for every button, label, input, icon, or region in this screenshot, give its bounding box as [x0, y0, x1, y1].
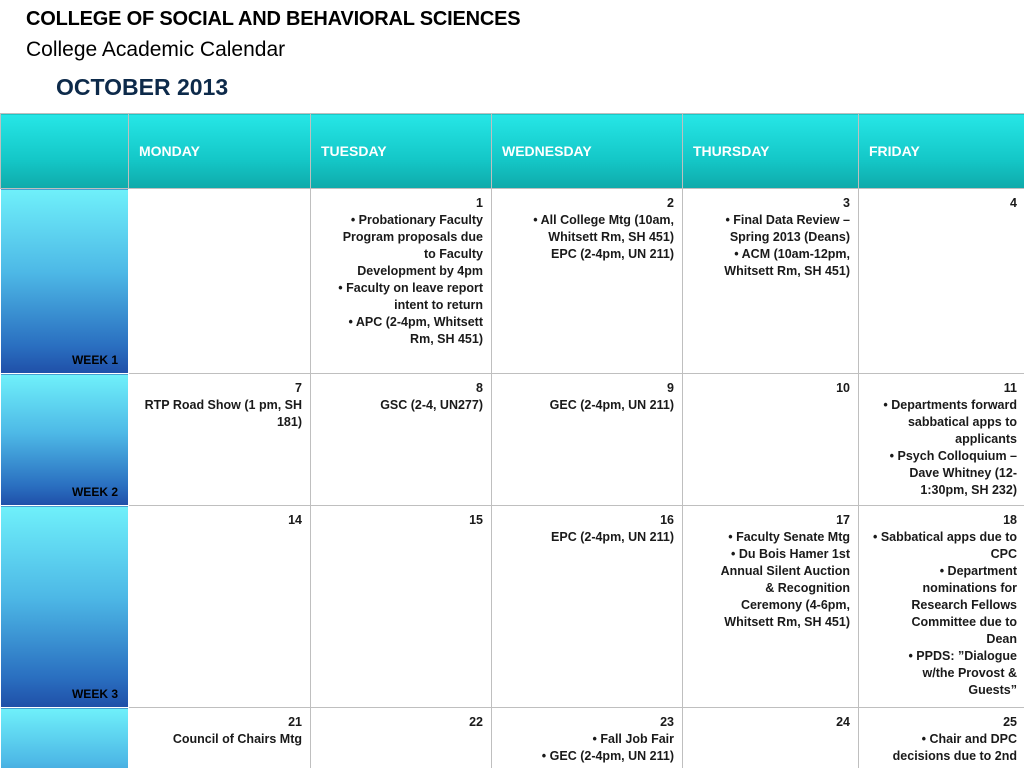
event-text: CPC — [990, 547, 1017, 561]
week-row — [1, 189, 1024, 374]
day-cell-tuesday — [311, 506, 492, 708]
event-text: • Final Data Review – — [725, 213, 850, 227]
week-row — [1, 506, 1024, 708]
header-monday: MONDAY — [129, 114, 311, 189]
header-friday: FRIDAY — [859, 114, 1024, 189]
day-number: 10 — [836, 381, 850, 395]
month-title: OCTOBER 2013 — [56, 74, 229, 100]
event-text: • Faculty on leave report — [338, 281, 483, 295]
day-number: 1 — [476, 196, 483, 210]
event-text: w/the Provost & — [922, 666, 1017, 680]
day-cell-monday — [129, 708, 311, 768]
day-cell-monday — [129, 374, 311, 506]
day-cell-thursday — [683, 374, 859, 506]
event-text: Dean — [986, 632, 1017, 646]
day-number: 23 — [660, 715, 674, 729]
event-text: • ACM (10am-12pm, — [734, 247, 850, 261]
header-tuesday: TUESDAY — [311, 114, 492, 189]
event-text: • Fall Job Fair — [592, 732, 674, 746]
event-text: • All College Mtg (10am, — [533, 213, 674, 227]
event-text: 1:30pm, SH 232) — [920, 483, 1017, 497]
day-number: 9 — [667, 381, 674, 395]
day-number: 17 — [836, 513, 850, 527]
event-text: • Chair and DPC — [921, 732, 1017, 746]
day-number: 16 — [660, 513, 674, 527]
day-cell-tuesday — [311, 708, 492, 768]
week-label-cell — [1, 189, 129, 374]
event-text: Research Fellows — [911, 598, 1017, 612]
day-cell-wednesday — [492, 708, 683, 768]
day-cell-wednesday — [492, 506, 683, 708]
day-cell-friday — [859, 189, 1024, 374]
event-text: Dave Whitney (12- — [909, 466, 1017, 480]
event-text: nominations for — [922, 581, 1017, 595]
event-text: sabbatical apps to — [907, 415, 1017, 429]
calendar-subtitle: College Academic Calendar — [26, 38, 286, 61]
event-text: • APC (2-4pm, Whitsett — [348, 315, 483, 329]
event-text: Spring 2013 (Deans) — [729, 230, 850, 244]
event-text: GSC (2-4, UN277) — [380, 398, 483, 412]
event-text: • Du Bois Hamer 1st — [731, 547, 850, 561]
week-label-cell — [1, 708, 129, 768]
college-title: COLLEGE OF SOCIAL AND BEHAVIORAL SCIENCES — [26, 8, 521, 30]
day-cell-wednesday — [492, 374, 683, 506]
day-cell-friday — [859, 708, 1024, 768]
event-text: • PPDS: ”Dialogue — [908, 649, 1017, 663]
day-cell-friday — [859, 506, 1024, 708]
event-text: Council of Chairs Mtg — [172, 732, 302, 746]
day-number: 25 — [1003, 715, 1017, 729]
day-number: 24 — [836, 715, 850, 729]
header-row — [1, 114, 1024, 189]
event-text: Committee due to — [911, 615, 1017, 629]
event-text: • Departments forward — [883, 398, 1017, 412]
day-number: 14 — [288, 513, 302, 527]
day-number: 18 — [1003, 513, 1017, 527]
event-text: intent to return — [394, 298, 483, 312]
event-text: Guests” — [968, 683, 1017, 697]
day-number: 21 — [288, 715, 302, 729]
event-text: GEC (2-4pm, UN 211) — [549, 398, 674, 412]
day-cell-thursday — [683, 708, 859, 768]
day-cell-thursday — [683, 189, 859, 374]
event-text: Development by 4pm — [357, 264, 483, 278]
day-number: 3 — [843, 196, 850, 210]
day-number: 22 — [469, 715, 483, 729]
event-text: Whitsett Rm, SH 451) — [724, 615, 850, 629]
event-text: • Probationary Faculty — [350, 213, 483, 227]
header-corner — [1, 114, 129, 189]
calendar-table — [0, 113, 1024, 768]
day-number: 15 — [469, 513, 483, 527]
day-cell-monday — [129, 189, 311, 374]
week-label-cell — [1, 374, 129, 506]
event-text: Annual Silent Auction — [720, 564, 850, 578]
event-text: • Sabbatical apps due to — [873, 530, 1017, 544]
event-text: • Psych Colloquium – — [889, 449, 1017, 463]
header-wednesday: WEDNESDAY — [492, 114, 683, 189]
day-cell-thursday — [683, 506, 859, 708]
day-number: 8 — [476, 381, 483, 395]
event-text: to Faculty — [423, 247, 483, 261]
event-text: • Faculty Senate Mtg — [728, 530, 850, 544]
day-number: 4 — [1010, 196, 1017, 210]
event-text: EPC (2-4pm, UN 211) — [551, 530, 674, 544]
event-text: RTP Road Show (1 pm, SH — [144, 398, 302, 412]
event-text: applicants — [955, 432, 1017, 446]
event-text: Whitsett Rm, SH 451) — [724, 264, 850, 278]
event-text: & Recognition — [765, 581, 850, 595]
week-label: WEEK 2 — [71, 485, 118, 499]
day-cell-friday — [859, 374, 1024, 506]
event-text: Whitsett Rm, SH 451) — [548, 230, 674, 244]
day-number: 11 — [1003, 381, 1017, 395]
event-text: • Department — [939, 564, 1017, 578]
week-label: WEEK 3 — [71, 687, 118, 701]
event-text: • GEC (2-4pm, UN 211) — [541, 749, 674, 763]
week-row — [1, 708, 1024, 768]
event-text: Ceremony (4-6pm, — [740, 598, 850, 612]
day-number: 7 — [295, 381, 302, 395]
event-text: 181) — [276, 415, 302, 429]
header-thursday: THURSDAY — [683, 114, 859, 189]
event-text: EPC (2-4pm, UN 211) — [551, 247, 674, 261]
day-cell-tuesday — [311, 374, 492, 506]
event-text: Program proposals due — [342, 230, 483, 244]
week-label-cell — [1, 506, 129, 708]
day-cell-tuesday — [311, 189, 492, 374]
week-row — [1, 374, 1024, 506]
week-label: WEEK 1 — [71, 353, 118, 367]
calendar-grid — [0, 113, 1024, 768]
day-cell-wednesday — [492, 189, 683, 374]
event-text: Rm, SH 451) — [410, 332, 483, 346]
day-number: 2 — [667, 196, 674, 210]
day-cell-monday — [129, 506, 311, 708]
event-text: decisions due to 2nd — [892, 749, 1017, 763]
